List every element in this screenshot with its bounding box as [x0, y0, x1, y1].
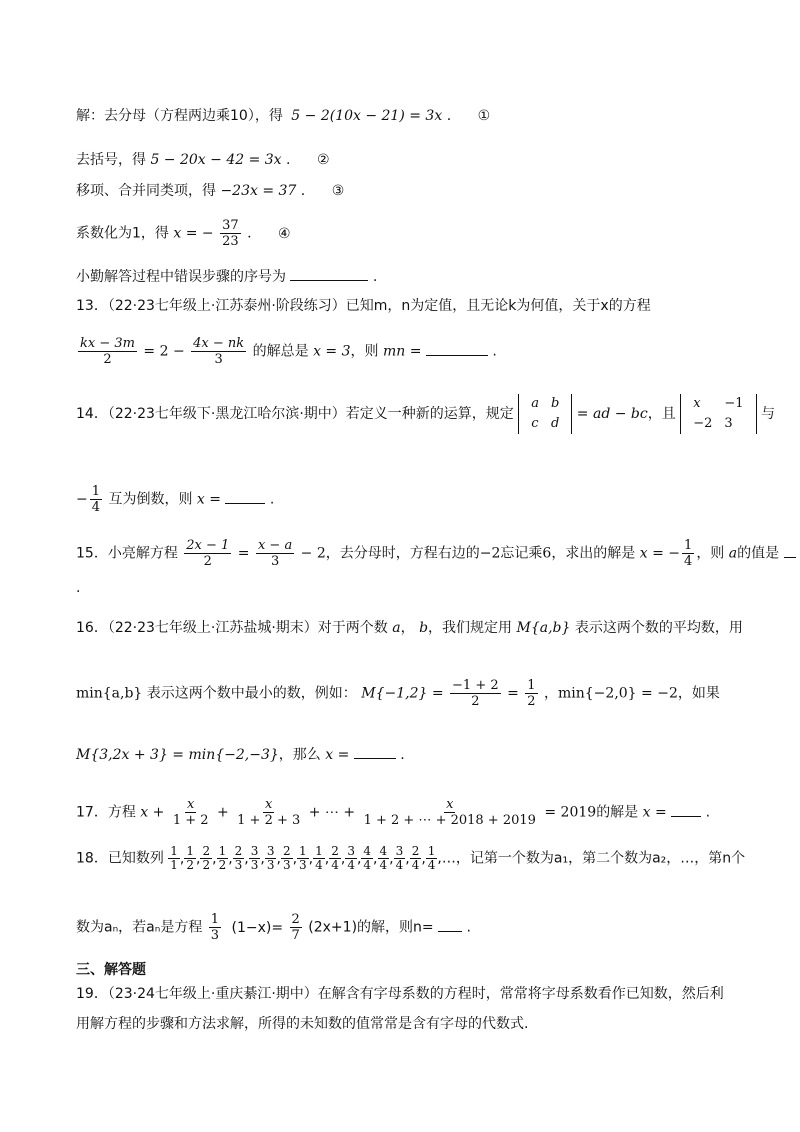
q18-sequence-term — [265, 845, 277, 872]
solution-step-2: 去括号，得 5 − 20x − 42 = 3x . ② — [76, 152, 330, 168]
q17-fraction-1-denominator: 1 + 2 — [172, 813, 209, 828]
q14-determinant-given — [680, 394, 756, 434]
q15-fraction-2 — [256, 538, 294, 569]
q18-fraction-2 — [290, 912, 302, 943]
q18-term-denominator: 4 — [363, 858, 372, 872]
step-3-text: 移项、合并同类项，得 — [76, 183, 216, 199]
q18-tail: ,…，记第一个数为a₁，第二个数为a₂，…，第n个 — [437, 850, 746, 867]
question-14-line-1 — [76, 394, 775, 434]
q15-text-2: ，去分母时，方程右边的 — [325, 545, 480, 562]
question-15-line-1 — [76, 538, 796, 569]
q15-solution-denominator: 4 — [684, 554, 693, 569]
q14-text-3: 与 — [760, 406, 775, 422]
step-4-equation-left: x = − — [173, 225, 214, 242]
q13-fraction-1 — [78, 336, 137, 367]
q18-separator: , — [196, 850, 201, 867]
q14-text-4: 互为倒数，则 — [108, 491, 193, 508]
step-4-mark: ④ — [278, 225, 291, 242]
step-4-text: 系数化为1，得 — [76, 225, 169, 242]
q14-ask: x = — [196, 491, 221, 508]
q13-fraction-2-denominator: 3 — [214, 352, 223, 367]
q17-fraction-1 — [171, 797, 211, 828]
q16-example-1-left: M{−1,2} = — [361, 685, 444, 702]
q18-sequence-term — [361, 845, 373, 872]
q17-fraction-3-denominator: 1 + 2 + ⋯ + 2018 + 2019 — [363, 813, 536, 828]
q18-term-denominator: 4 — [347, 858, 355, 872]
q18-sequence-term — [200, 845, 212, 872]
q18-sequence-term — [394, 845, 406, 872]
q16-condition: M{3,2x + 3} = min{−2,−3} — [76, 747, 279, 763]
det2-cell: −1 — [724, 396, 744, 411]
question-12-ask: 小勤解答过程中错误步骤的序号为 . — [76, 266, 377, 287]
det1-cell: d — [551, 416, 560, 431]
q18-separator: , — [373, 850, 378, 867]
question-16-line-3: M{3,2x + 3} = min{−2,−3}，那么 x = . — [76, 744, 405, 765]
answer-blank-15[interactable] — [784, 543, 796, 558]
q18-fraction-1-numerator: 1 — [210, 912, 220, 927]
question-12-text: 小勤解答过程中错误步骤的序号为 — [76, 269, 286, 285]
q18-term-numerator: 2 — [282, 844, 291, 858]
q18-sequence-term — [281, 845, 293, 872]
question-19-line-1: 19．（23·24七年级上·重庆綦江·期中）在解含有字母系数的方程时，常常将字母系数看作已知数，然后利 — [76, 986, 724, 1002]
step-4-fraction — [220, 218, 241, 249]
q17-ellipsis: + ⋯ + — [308, 804, 356, 821]
q16-example-result-denominator: 2 — [527, 694, 536, 709]
question-13-line-1: 13．（22·23七年级上·江苏泰州·阶段练习）已知m，n为定值，且无论k为何值，关于x的方程 — [76, 298, 651, 314]
q18-term-numerator: 2 — [411, 844, 420, 858]
q17-fraction-3 — [362, 797, 538, 828]
q16-variable-a: a — [392, 620, 401, 636]
q16-example-result-numerator: 1 — [527, 678, 536, 693]
q17-fraction-2-denominator: 1 + 2 + 3 — [237, 813, 301, 828]
q17-ask: x = — [642, 804, 667, 821]
q13-text-3: ，则 — [350, 343, 379, 360]
step-2-equation: 5 − 20x − 42 = 3x — [150, 152, 282, 168]
q18-middle: (1−x)= — [231, 919, 284, 936]
solution-step-1: 解：去分母（方程两边乘10），得 5 − 2(10x − 21) = 3x . ① — [76, 108, 491, 124]
answer-blank-13[interactable] — [426, 341, 488, 356]
q16-text-5: ，如果 — [677, 685, 720, 702]
q18-term-numerator: 4 — [363, 844, 372, 858]
q14-text-1: 14．（22·23七年级下·黑龙江哈尔滨·期中）若定义一种新的运算，规定 — [76, 406, 514, 422]
q16-example-denominator: 2 — [471, 694, 480, 709]
q16-min-notation: min{a,b} — [76, 685, 143, 702]
step-1-text: 解：去分母（方程两边乘10），得 — [76, 108, 283, 124]
question-18-line-2: 数为aₙ，若aₙ是方程 $\frac{1}{3}$ (1−x)= $\frac{2}{7}$ (2x+1)的解，则n= . — [76, 912, 471, 943]
q18-separator: , — [179, 850, 185, 867]
q18-term-numerator: 1 — [186, 844, 195, 858]
q18-term-denominator: 4 — [331, 858, 339, 872]
q16-example-2: ，min{−2,0} = −2 — [544, 685, 678, 702]
q15-variable-a: a — [728, 545, 738, 562]
q16-example-equals: = — [507, 685, 519, 702]
step-3-equation: −23x = 37 — [220, 183, 297, 199]
step-1-equation: 5 − 2(10x − 21) = 3x — [291, 108, 443, 124]
q17-fraction-2 — [235, 797, 302, 828]
q18-term-denominator: 4 — [411, 858, 420, 872]
q14-fraction-numerator: 1 — [91, 484, 101, 499]
q18-separator: , — [212, 850, 217, 867]
q16-ask: x = — [325, 747, 350, 763]
det2-cell: x — [693, 396, 701, 411]
q18-term-denominator: 1 — [170, 858, 178, 872]
q13-middle: = 2 − — [143, 343, 185, 360]
q18-term-numerator: 1 — [427, 844, 436, 858]
q15-solution-left: x = − — [639, 545, 681, 562]
q18-sequence — [168, 844, 437, 872]
q18-term-denominator: 2 — [218, 858, 227, 872]
q13-text-2: 的解总是 — [252, 343, 309, 360]
q15-text-4: ，求出的解是 — [551, 545, 636, 562]
q18-term-numerator: 2 — [331, 844, 339, 858]
q18-fraction-1-denominator: 3 — [210, 928, 220, 943]
q18-separator: , — [228, 850, 233, 867]
q15-equals: = — [237, 545, 250, 562]
q18-sequence-term — [297, 845, 309, 872]
q18-fraction-2-denominator: 7 — [291, 928, 300, 943]
step-4-denominator: 23 — [222, 234, 239, 249]
solution-step-4: 系数化为1，得 x = − $\frac{37}{23}$ . ④ — [76, 218, 291, 249]
q17-text-2: 的解是 — [596, 804, 639, 821]
det1-cell: c — [531, 416, 539, 431]
step-2-text: 去括号，得 — [76, 152, 146, 168]
det1-cell: b — [551, 396, 560, 411]
q18-term-numerator: 2 — [202, 844, 211, 858]
q18-term-numerator: 4 — [379, 844, 388, 858]
q15-fraction-1-denominator: 2 — [203, 554, 212, 569]
q18-term-numerator: 3 — [347, 844, 355, 858]
q15-fraction-1 — [184, 538, 231, 569]
solution-step-3: 移项、合并同类项，得 −23x = 37 . ③ — [76, 183, 345, 199]
q15-solution-numerator: 1 — [684, 538, 693, 553]
q18-separator: , — [244, 850, 249, 867]
question-17: 17．方程 x + $\frac{x}{1 + 2}$ + $\frac{x}{1 + 2 + 3}$ + ⋯ + $\frac{x}{1 + 2 + \cdots + 2018 + 2019}$ = 2019的解是 x = . — [76, 797, 711, 828]
q15-text-1: 15．小亮解方程 — [76, 545, 178, 562]
q17-plus: + — [216, 804, 229, 821]
q16-comma: ， — [400, 620, 415, 636]
q18-sequence-term — [168, 845, 180, 872]
q18-tail-2: (2x+1)的解，则n= — [308, 919, 434, 936]
q18-separator: , — [340, 850, 346, 867]
q18-separator: , — [324, 850, 330, 867]
q18-term-denominator: 4 — [427, 858, 436, 872]
q17-fraction-2-numerator: x — [265, 797, 273, 812]
q15-solution-fraction — [682, 538, 694, 569]
q15-value-1: −2 — [479, 545, 501, 562]
step-3-mark: ③ — [331, 183, 345, 199]
q18-separator: , — [421, 850, 426, 867]
q18-separator: , — [292, 850, 298, 867]
q18-term-numerator: 1 — [170, 844, 178, 858]
question-19-line-2: 用解方程的步骤和方法求解，所得的未知数的值常常是含有字母的代数式. — [76, 1016, 529, 1032]
q18-term-denominator: 4 — [395, 858, 404, 872]
q17-rhs: = 2019 — [544, 804, 597, 821]
answer-blank-16[interactable] — [354, 744, 396, 759]
q16-example-fraction — [450, 678, 501, 709]
q13-ask: mn = — [382, 343, 422, 360]
q18-text-1: 18．已知数列 — [76, 850, 164, 867]
q16-text-3: 表示这两个数的平均数，用 — [574, 620, 743, 636]
q17-text-1: 17．方程 — [76, 804, 136, 821]
q16-example-numerator: −1 + 2 — [452, 678, 499, 693]
q18-text-2: 数为aₙ，若aₙ是方程 — [76, 919, 203, 936]
q13-fraction-2-numerator: 4x − nk — [193, 336, 245, 351]
q18-term-denominator: 4 — [379, 858, 388, 872]
q18-sequence-term — [410, 845, 422, 872]
q17-x: x + — [140, 804, 165, 821]
step-2-mark: ② — [316, 152, 330, 168]
q18-term-numerator: 3 — [250, 844, 259, 858]
q15-fraction-2-denominator: 3 — [270, 554, 280, 569]
q18-sequence-term — [378, 845, 390, 872]
q18-sequence-term — [313, 845, 325, 872]
section-heading: 三、解答题 — [76, 962, 146, 978]
q17-fraction-3-numerator: x — [446, 797, 454, 812]
question-16-line-2 — [76, 678, 720, 709]
q13-solution: x = 3 — [313, 343, 351, 360]
q18-separator: , — [308, 850, 314, 867]
q13-fraction-1-numerator: kx − 3m — [80, 336, 135, 351]
q15-minus-2: − 2 — [300, 545, 326, 562]
q15-fraction-2-numerator: x − a — [257, 538, 293, 553]
q15-value-2: 6 — [542, 545, 552, 562]
q18-term-denominator: 3 — [282, 858, 291, 872]
q18-sequence-term — [217, 845, 229, 872]
step-1-mark: ① — [477, 108, 491, 124]
q14-fraction-sign: − — [76, 491, 88, 508]
q18-term-denominator: 4 — [315, 858, 323, 872]
q18-separator: , — [276, 850, 281, 867]
q18-term-numerator: 3 — [395, 844, 404, 858]
q16-variable-b: b — [419, 620, 429, 636]
q14-determinant-definition — [518, 394, 572, 434]
q16-text-2: ，我们规定用 — [428, 620, 513, 636]
q15-text-3: 忘记乘 — [500, 545, 543, 562]
q17-fraction-1-numerator: x — [186, 797, 195, 812]
q14-fraction-denominator: 4 — [91, 500, 101, 515]
q18-term-denominator: 3 — [250, 858, 259, 872]
q18-sequence-term — [345, 845, 357, 872]
q14-definition: = ad − bc — [576, 406, 648, 422]
question-14-line-2: − $\frac{1}{4}$ 互为倒数，则 x = . — [76, 484, 275, 515]
q18-sequence-term — [249, 845, 261, 872]
q13-fraction-2 — [191, 336, 246, 367]
q18-term-denominator: 3 — [299, 858, 307, 872]
answer-blank-14[interactable] — [225, 489, 265, 504]
question-18-line-1 — [76, 845, 745, 872]
q14-fraction — [90, 484, 102, 515]
q18-sequence-term — [184, 845, 196, 872]
q18-fraction-2-numerator: 2 — [291, 912, 300, 927]
q14-text-2: ，且 — [647, 406, 676, 422]
q18-term-denominator: 3 — [266, 858, 275, 872]
det1-cell: a — [531, 396, 540, 411]
q18-separator: , — [260, 850, 265, 867]
q18-separator: , — [405, 850, 410, 867]
question-16-line-1 — [76, 618, 743, 638]
q18-term-numerator: 2 — [234, 844, 243, 858]
step-4-numerator: 37 — [222, 218, 239, 233]
q16-M-notation: M{a,b} — [516, 620, 571, 636]
q18-term-numerator: 1 — [315, 844, 323, 858]
q18-term-denominator: 2 — [202, 858, 211, 872]
answer-blank-18[interactable] — [438, 917, 462, 932]
question-15-line-2: . — [76, 580, 81, 596]
q15-fraction-1-numerator: 2x − 1 — [186, 538, 230, 553]
answer-blank-12[interactable] — [290, 266, 368, 281]
q18-term-denominator: 2 — [186, 858, 195, 872]
q16-text-1: 16．（22·23七年级上·江苏盐城·期末）对于两个数 — [76, 620, 388, 636]
q18-sequence-term — [233, 845, 245, 872]
q16-text-6: ，那么 — [278, 747, 321, 763]
q18-term-numerator: 1 — [218, 844, 227, 858]
q18-term-numerator: 1 — [299, 844, 307, 858]
q16-example-result — [525, 678, 537, 709]
q15-text-6: 的值是 — [737, 545, 780, 562]
q18-term-denominator: 3 — [234, 858, 243, 872]
q18-fraction-1 — [209, 912, 221, 943]
q18-separator: , — [389, 850, 394, 867]
q18-sequence-term — [329, 845, 341, 872]
q18-separator: , — [356, 850, 362, 867]
question-13-line-2: $\frac{kx - 3m}{2}$ = 2 − $\frac{4x - nk}{3}$ 的解总是 x = 3，则 mn = . — [80, 336, 497, 367]
q16-text-4: 表示这两个数中最小的数，例如： — [146, 685, 357, 702]
q13-fraction-1-denominator: 2 — [103, 352, 112, 367]
det2-cell: 3 — [724, 416, 733, 431]
det2-cell: −2 — [693, 416, 713, 431]
q18-term-numerator: 3 — [266, 844, 275, 858]
answer-blank-17[interactable] — [671, 802, 701, 817]
q15-text-5: ，则 — [696, 545, 725, 562]
q18-sequence-term — [426, 845, 438, 872]
